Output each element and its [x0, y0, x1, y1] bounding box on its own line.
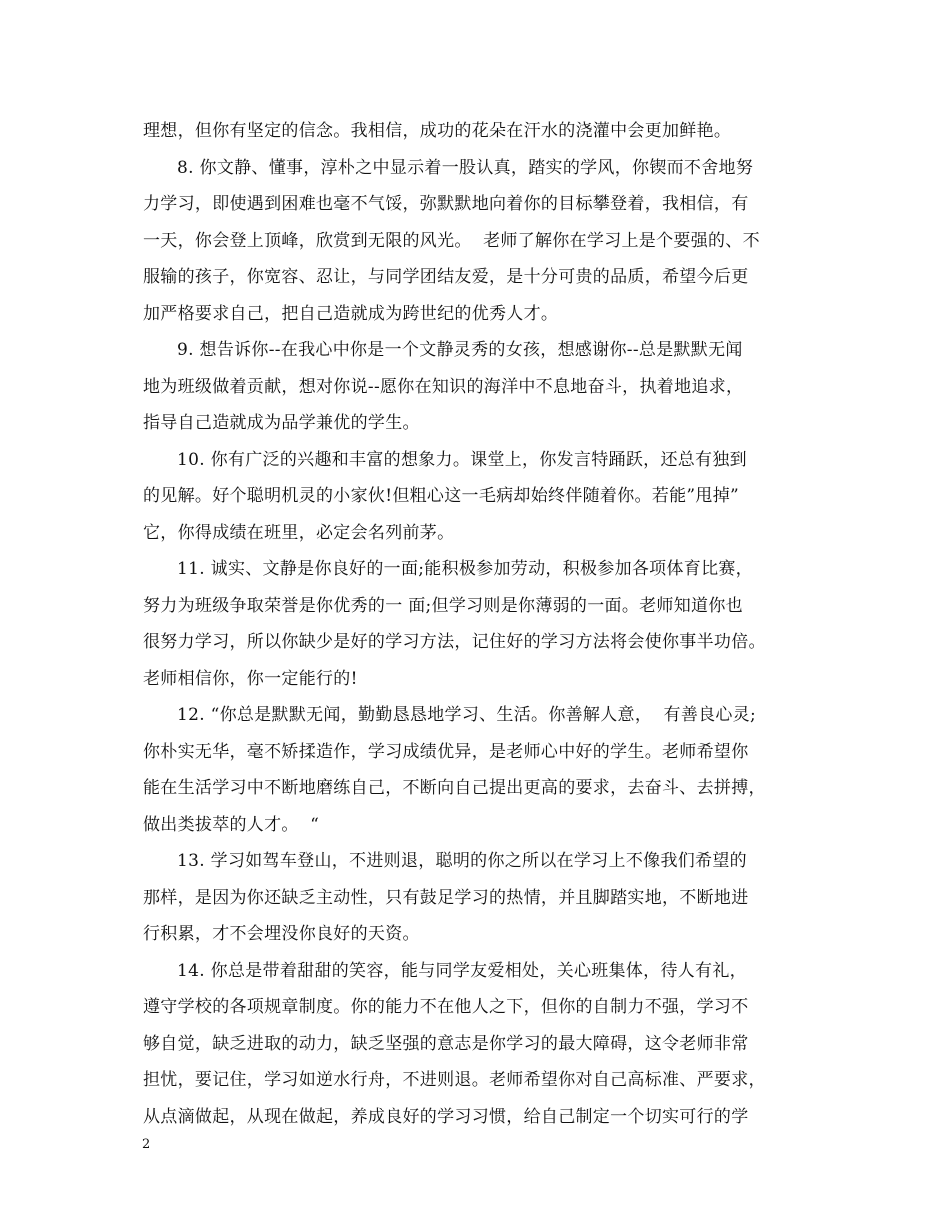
text-line: 9. 想告诉你--在我心中你是一个文静灵秀的女孩，想感谢你--总是默默无闻 [177, 340, 743, 360]
text-line: 那样，是因为你还缺乏主动性，只有鼓足学习的热情，并且脚踏实地，不断地进 [143, 887, 749, 908]
body-text [143, 113, 823, 1135]
text-line: 很努力学习，所以你缺少是好的学习方法，记住好的学习方法将会使你事半功倍。 [143, 632, 766, 652]
text-line: 地为班级做着贡献，想对你说--愿你在知识的海洋中不息地奋斗，执着地追求， [143, 376, 744, 397]
text-line: 11. 诚实、文静是你良好的一面;能积极参加劳动，积极参加各项体育比赛， [177, 559, 753, 579]
text-line: 它，你得成绩在班里，必定会名列前茅。 [143, 522, 455, 543]
text-line: 8. 你文静、懂事，淳朴之中显示着一股认真，踏实的学风，你锲而不舍地努 [177, 157, 754, 178]
text-line: 从点滴做起，从现在做起，养成良好的学习习惯，给自己制定一个切实可行的学 [143, 1106, 749, 1127]
text-line: 能在生活学习中不断地磨练自己，不断向自己提出更高的要求，去奋斗、去拼搏， [143, 778, 766, 798]
text-line: 指导自己造就成为品学兼优的学生。 [143, 413, 420, 433]
text-line: 老师相信你，你一定能行的! [143, 668, 358, 689]
text-line: 行积累，才不会埋没你良好的天资。 [143, 924, 420, 944]
text-line: 做出类拔萃的人才。 “ [143, 814, 320, 835]
text-line: 一天，你会登上顶峰，欣赏到无限的风光。 老师了解你在学习上是个要强的、不 [143, 230, 760, 251]
text-line: 13. 学习如驾车登山，不进则退，聪明的你之所以在学习上不像我们希望的 [177, 851, 747, 871]
text-line: 14. 你总是带着甜甜的笑容，能与同学友爱相处，关心班集体，待人有礼， [177, 960, 747, 981]
text-line: 你朴实无华，毫不矫揉造作，学习成绩优异，是老师心中好的学生。老师希望你 [143, 741, 749, 762]
text-line: 10. 你有广泛的兴趣和丰富的想象力。课堂上，你发言特踊跃，还总有独到 [177, 449, 747, 470]
text-line: 的见解。好个聪明机灵的小家伙!但粗心这一毛病却始终伴随着你。若能”甩掉” [143, 486, 740, 506]
page-number: 2 [142, 1137, 151, 1152]
text-line: 努力为班级争取荣誉是你优秀的一 面;但学习则是你薄弱的一面。老师知道你也 [143, 595, 743, 616]
text-line: 力学习，即使遇到困难也毫不气馁，弥默默地向着你的目标攀登着，我相信，有 [143, 194, 749, 214]
text-line: 遵守学校的各项规章制度。你的能力不在他人之下，但你的自制力不强，学习不 [143, 997, 749, 1017]
text-line: 12. “你总是默默无闻，勤勤恳恳地学习、生活。你善解人意， 有善良心灵; [177, 705, 757, 725]
text-line: 理想，但你有坚定的信念。我相信，成功的花朵在汗水的浇灌中会更加鲜艳。 [143, 121, 732, 141]
text-line: 担忧，要记住，学习如逆水行舟，不进则退。老师希望你对自己高标准、严要求， [143, 1070, 766, 1090]
text-line: 服输的孩子，你宽容、忍让，与同学团结友爱，是十分可贵的品质，希望今后更 [143, 267, 749, 287]
text-line: 够自觉，缺乏进取的动力，缺乏坚强的意志是你学习的最大障碍，这令老师非常 [143, 1033, 749, 1054]
text-line: 加严格要求自己，把自己造就成为跨世纪的优秀人才。 [143, 303, 559, 324]
